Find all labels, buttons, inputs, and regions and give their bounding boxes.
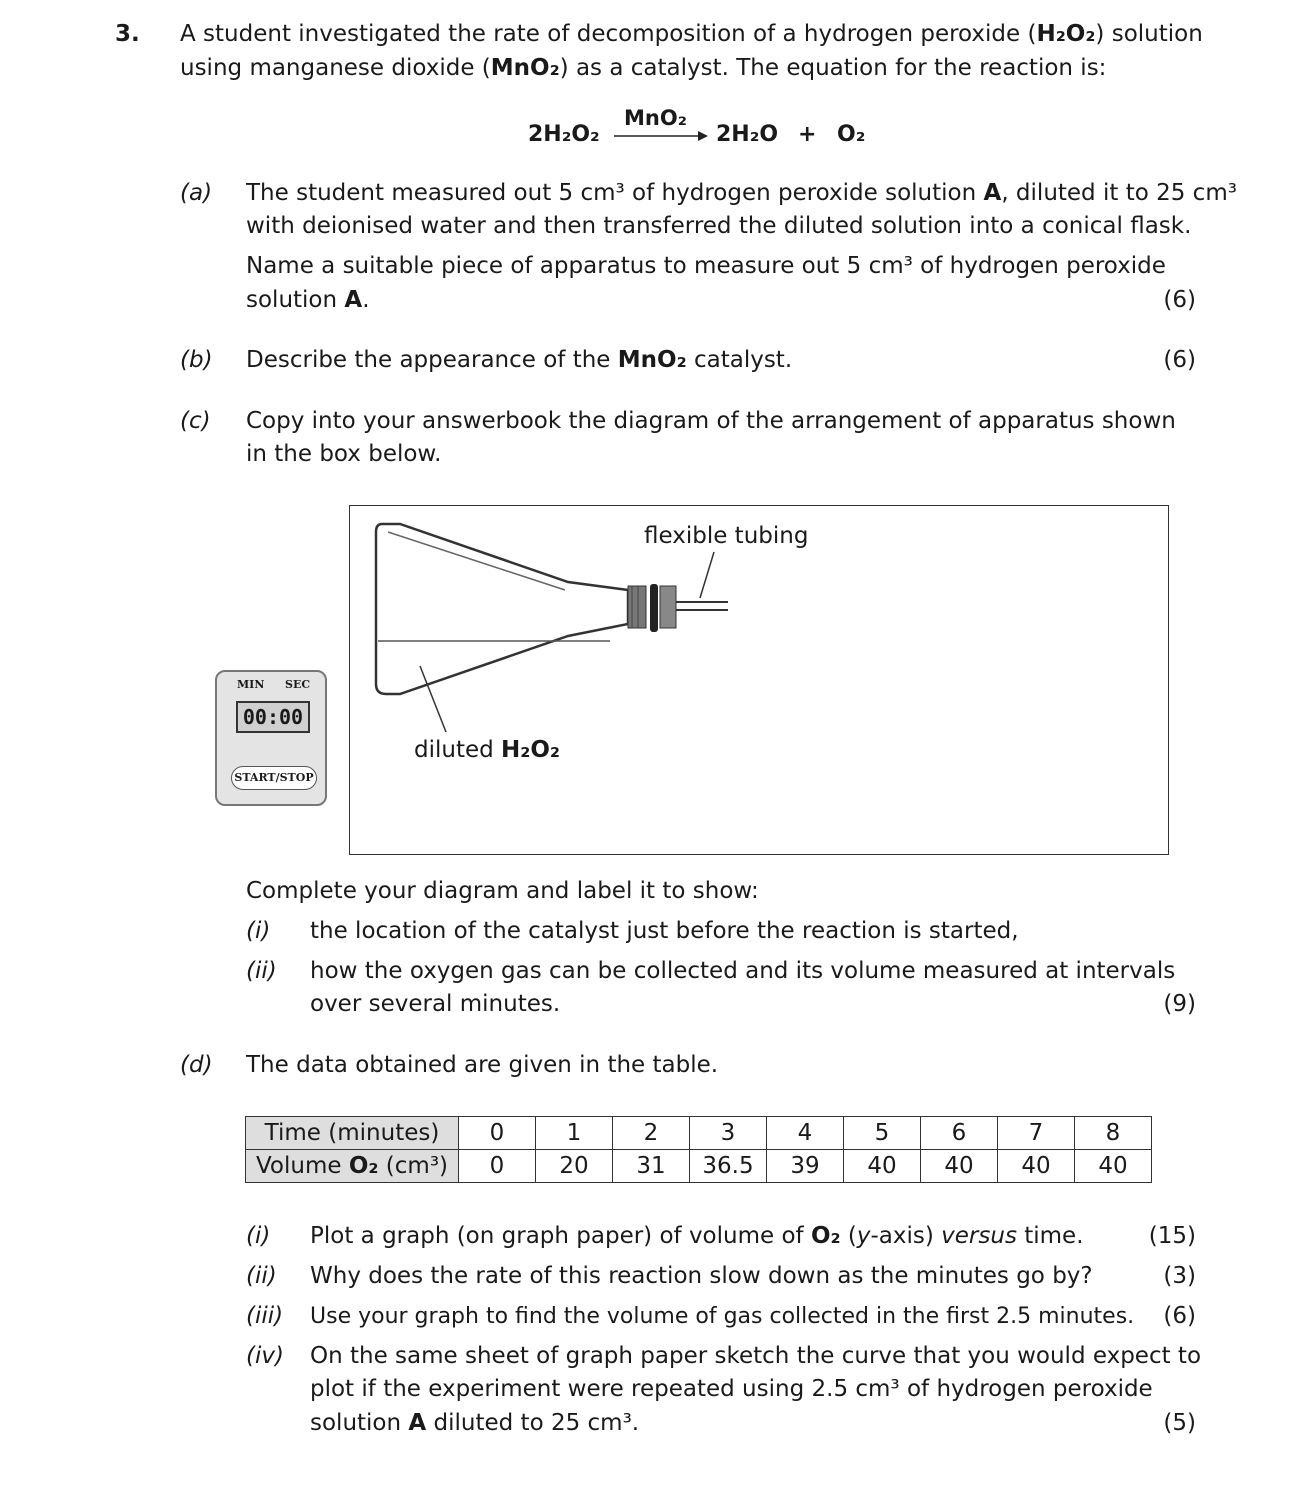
part-c-sub-i-text: the location of the catalyst just before the reaction is started, — [310, 918, 1019, 944]
table-cell: 40 — [1075, 1150, 1152, 1183]
label-diluted-h2o2: diluted H₂O₂ — [414, 737, 560, 763]
table-cell: 36.5 — [690, 1150, 767, 1183]
table-row-volume — [246, 1150, 1152, 1183]
table-cell: 3 — [690, 1117, 767, 1150]
question-intro-line2: using manganese dioxide (MnO₂) as a catalyst. The equation for the reaction is: — [180, 55, 1107, 81]
part-a-line1: The student measured out 5 cm³ of hydrogen peroxide solution A, diluted it to 25 cm³ — [246, 180, 1237, 206]
table-cell: 2 — [613, 1117, 690, 1150]
part-d-sub-iv-line2: plot if the experiment were repeated using 2.5 cm³ of hydrogen peroxide — [310, 1376, 1153, 1402]
table-cell: 20 — [536, 1150, 613, 1183]
stopwatch-display: 00:00 — [236, 701, 310, 733]
table-cell: 40 — [998, 1150, 1075, 1183]
part-c-sub-i-label: (i) — [246, 918, 271, 944]
part-d-sub-i-text: Plot a graph (on graph paper) of volume of O₂ (y-axis) versus time. — [310, 1223, 1084, 1249]
stopwatch-sec-label: SEC — [285, 678, 311, 691]
part-c-instruction: Complete your diagram and label it to show: — [246, 878, 759, 904]
part-d-text: The data obtained are given in the table. — [246, 1052, 719, 1078]
table-cell: 4 — [767, 1117, 844, 1150]
part-c-sub-ii-label: (ii) — [246, 958, 277, 984]
table-header-time: Time (minutes) — [246, 1117, 459, 1150]
equation-product-oxygen: O₂ — [837, 122, 866, 147]
table-cell: 7 — [998, 1117, 1075, 1150]
table-row-time — [246, 1117, 1152, 1150]
part-d-sub-iii-text: Use your graph to find the volume of gas collected in the first 2.5 minutes. — [310, 1304, 1135, 1329]
table-cell: 40 — [844, 1150, 921, 1183]
part-d-sub-ii-marks: (3) — [1163, 1263, 1196, 1289]
part-d-sub-i-marks: (15) — [1148, 1223, 1196, 1249]
question-number: 3. — [115, 21, 140, 47]
part-c-label: (c) — [180, 408, 211, 434]
part-d-sub-iii-label: (iii) — [246, 1303, 284, 1329]
part-a-line2: with deionised water and then transferred the diluted solution into a conical flask. — [246, 213, 1192, 239]
data-table — [245, 1116, 1152, 1183]
equation-catalyst: MnO₂ — [624, 106, 687, 130]
part-c-sub-ii-line2: over several minutes. — [310, 991, 561, 1017]
part-d-sub-ii-label: (ii) — [246, 1263, 277, 1289]
table-cell: 0 — [459, 1150, 536, 1183]
part-a-line4: solution A. — [246, 287, 370, 313]
part-b-label: (b) — [180, 347, 213, 373]
part-b-text: Describe the appearance of the MnO₂ catalyst. — [246, 347, 793, 373]
part-d-sub-iv-marks: (5) — [1163, 1410, 1196, 1436]
part-a-line3: Name a suitable piece of apparatus to measure out 5 cm³ of hydrogen peroxide — [246, 253, 1166, 279]
table-cell: 8 — [1075, 1117, 1152, 1150]
table-cell: 5 — [844, 1117, 921, 1150]
part-c-line1: Copy into your answerbook the diagram of the arrangement of apparatus shown — [246, 408, 1176, 434]
stopwatch-start-stop-button: START/STOP — [231, 766, 317, 790]
part-b-marks: (6) — [1163, 347, 1196, 373]
table-cell: 0 — [459, 1117, 536, 1150]
part-d-label: (d) — [180, 1052, 213, 1078]
part-a-marks: (6) — [1163, 287, 1196, 313]
part-d-sub-i-label: (i) — [246, 1223, 271, 1249]
reaction-arrow-icon — [612, 128, 710, 144]
table-header-volume: Volume O₂ (cm³) — [246, 1150, 459, 1183]
table-cell: 1 — [536, 1117, 613, 1150]
part-d-sub-iv-line1: On the same sheet of graph paper sketch the curve that you would expect to — [310, 1343, 1202, 1369]
stopwatch — [215, 670, 327, 806]
part-c-sub-ii-line1: how the oxygen gas can be collected and its volume measured at intervals — [310, 958, 1176, 984]
question-intro-line1: A student investigated the rate of decomposition of a hydrogen peroxide (H₂O₂) solution — [180, 21, 1203, 47]
equation-product-water: 2H₂O — [716, 122, 779, 147]
table-cell: 6 — [921, 1117, 998, 1150]
part-d-sub-iv-label: (iv) — [246, 1343, 284, 1369]
part-c-line2: in the box below. — [246, 441, 442, 467]
part-d-sub-ii-text: Why does the rate of this reaction slow down as the minutes go by? — [310, 1263, 1093, 1289]
conical-flask-icon — [350, 506, 1170, 856]
part-d-sub-iv-line3: solution A diluted to 25 cm³. — [310, 1410, 640, 1436]
table-cell: 40 — [921, 1150, 998, 1183]
equation-plus: + — [798, 122, 817, 147]
table-cell: 31 — [613, 1150, 690, 1183]
stopwatch-min-label: MIN — [237, 678, 265, 691]
equation-reactant: 2H₂O₂ — [528, 122, 600, 147]
part-d-sub-iii-marks: (6) — [1163, 1303, 1196, 1329]
apparatus-diagram-box — [349, 505, 1169, 855]
part-c-marks: (9) — [1163, 991, 1196, 1017]
table-cell: 39 — [767, 1150, 844, 1183]
label-flexible-tubing: flexible tubing — [644, 523, 809, 549]
part-a-label: (a) — [180, 180, 213, 206]
